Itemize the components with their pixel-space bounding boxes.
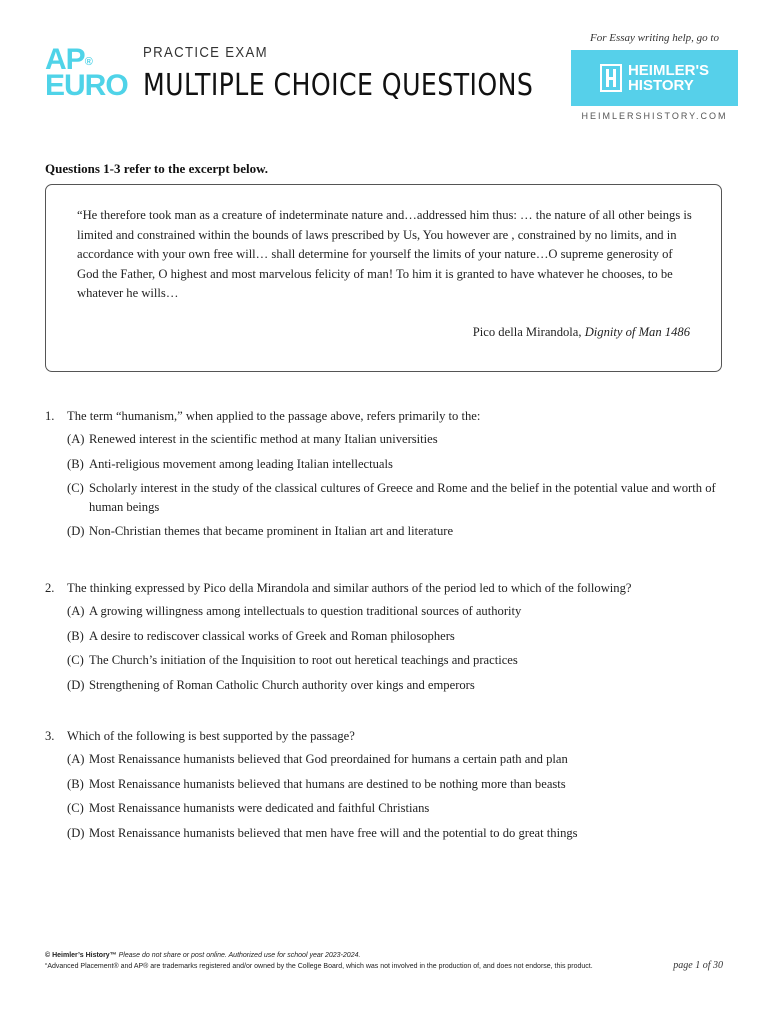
question-2 — [45, 581, 735, 694]
option-letter: (A) — [67, 432, 85, 446]
option-letter: (A) — [67, 604, 85, 618]
option-c[interactable] — [67, 799, 735, 818]
excerpt-attribution — [473, 325, 690, 340]
question-stem: The term “humanism,” when applied to the passage above, refers primarily to the: — [67, 409, 481, 423]
option-text: Most Renaissance humanists believed that men have free will and the potential to do great things — [89, 825, 578, 840]
promo-brand-line2: HISTORY — [627, 77, 694, 94]
option-text: Strengthening of Roman Catholic Church authority over kings and emperors — [89, 677, 475, 692]
option-text: Anti-religious movement among leading Italian intellectuals — [89, 456, 393, 471]
option-text: Most Renaissance humanists were dedicated and faithful Christians — [89, 801, 430, 816]
option-text: Renewed interest in the scientific method at many Italian universities — [89, 432, 438, 446]
excerpt-box — [45, 184, 722, 372]
question-3 — [45, 729, 735, 842]
option-d[interactable] — [67, 824, 735, 843]
question-number: 2. — [45, 581, 55, 595]
option-c[interactable] — [67, 479, 735, 516]
promo-url-link[interactable]: HEIMLERSHISTORY.COM — [581, 111, 728, 121]
option-a[interactable] — [67, 430, 735, 449]
option-b[interactable] — [67, 775, 735, 794]
footer-trademark: “Advanced Placement® and AP® are trademarks registered and/or owned by the College Board, which was not involved in the production of, and does not endorse, this product. — [45, 963, 593, 970]
option-letter: (B) — [67, 456, 84, 471]
option-text: A growing willingness among intellectuals to question traditional sources of authority — [89, 604, 522, 618]
question-stem: The thinking expressed by Pico della Mirandola and similar authors of the period led to which of the following? — [67, 581, 632, 595]
promo-text: For Essay writing help, go to — [590, 32, 719, 44]
option-letter: (C) — [67, 653, 84, 668]
option-text: A desire to rediscover classical works of Greek and Roman philosophers — [89, 628, 455, 643]
page-footer — [45, 950, 725, 972]
option-letter: (B) — [67, 628, 84, 643]
logo-registered-mark: ® — [84, 56, 92, 68]
option-text: Most Renaissance humanists believed that humans are destined to be nothing more than beasts — [89, 776, 566, 791]
option-d[interactable] — [67, 522, 735, 541]
page-title: MULTIPLE CHOICE QUESTIONS — [143, 68, 534, 103]
question-1 — [45, 409, 735, 541]
option-d[interactable] — [67, 676, 735, 695]
option-c[interactable] — [67, 651, 735, 670]
option-letter: (C) — [67, 801, 84, 816]
option-letter: (C) — [67, 481, 84, 496]
promo-brand-line1: HEIMLER'S — [627, 62, 710, 79]
exam-kicker: PRACTICE EXAM — [143, 44, 268, 61]
heimlers-history-logo[interactable] — [571, 50, 738, 106]
footer-notice: Please do not share or post online. Authorized use for school year 2023-2024. — [118, 952, 361, 959]
option-text: Most Renaissance humanists believed that God preordained for humans a certain path and plan — [89, 752, 568, 766]
footer-copyright: © Heimler’s History™ — [45, 952, 117, 959]
option-letter: (B) — [67, 776, 84, 791]
answer-options — [67, 750, 735, 842]
question-stem: Which of the following is best supported by the passage? — [67, 729, 355, 743]
excerpt-text: “He therefore took man as a creature of indeterminate nature and…addressed him thus: … the nature of all other beings is limited and constrained within the bounds of laws prescribed by Us, You however are , constrained by no limits, and in accordance with your own free will… shall determine for yourself the limits of your nature…O supreme generosity of God the Father, O highest and most marvelous felicity of man! To him it is granted to have whatever he chooses, to be whatever he wills… — [77, 208, 692, 301]
option-letter: (D) — [67, 677, 85, 692]
option-letter: (D) — [67, 825, 85, 840]
option-a[interactable] — [67, 750, 735, 769]
question-number: 3. — [45, 729, 55, 743]
answer-options — [67, 602, 735, 694]
option-b[interactable] — [67, 627, 735, 646]
logo-ap-text: AP — [45, 43, 85, 76]
excerpt-source: Dignity of Man 1486 — [584, 325, 690, 339]
option-a[interactable] — [67, 602, 735, 621]
promo-block — [571, 32, 738, 121]
option-text: Scholarly interest in the study of the classical cultures of Greece and Rome and the belief in the potential value and worth of human beings — [89, 481, 716, 514]
answer-options — [67, 430, 735, 541]
heimler-h-icon — [600, 64, 622, 92]
option-letter: (D) — [67, 524, 85, 539]
question-number: 1. — [45, 409, 55, 423]
ap-euro-logo — [45, 43, 135, 102]
option-text: Non-Christian themes that became prominent in Italian art and literature — [89, 524, 454, 539]
questions-intro: Questions 1-3 refer to the excerpt below. — [45, 161, 268, 176]
option-letter: (A) — [67, 752, 85, 766]
excerpt-author: Pico della Mirandola, — [472, 325, 582, 339]
option-b[interactable] — [67, 455, 735, 474]
logo-euro-text: EURO — [45, 69, 128, 102]
option-text: The Church’s initiation of the Inquisition to root out heretical teachings and practices — [89, 653, 518, 668]
page-number: page 1 of 30 — [673, 960, 723, 971]
